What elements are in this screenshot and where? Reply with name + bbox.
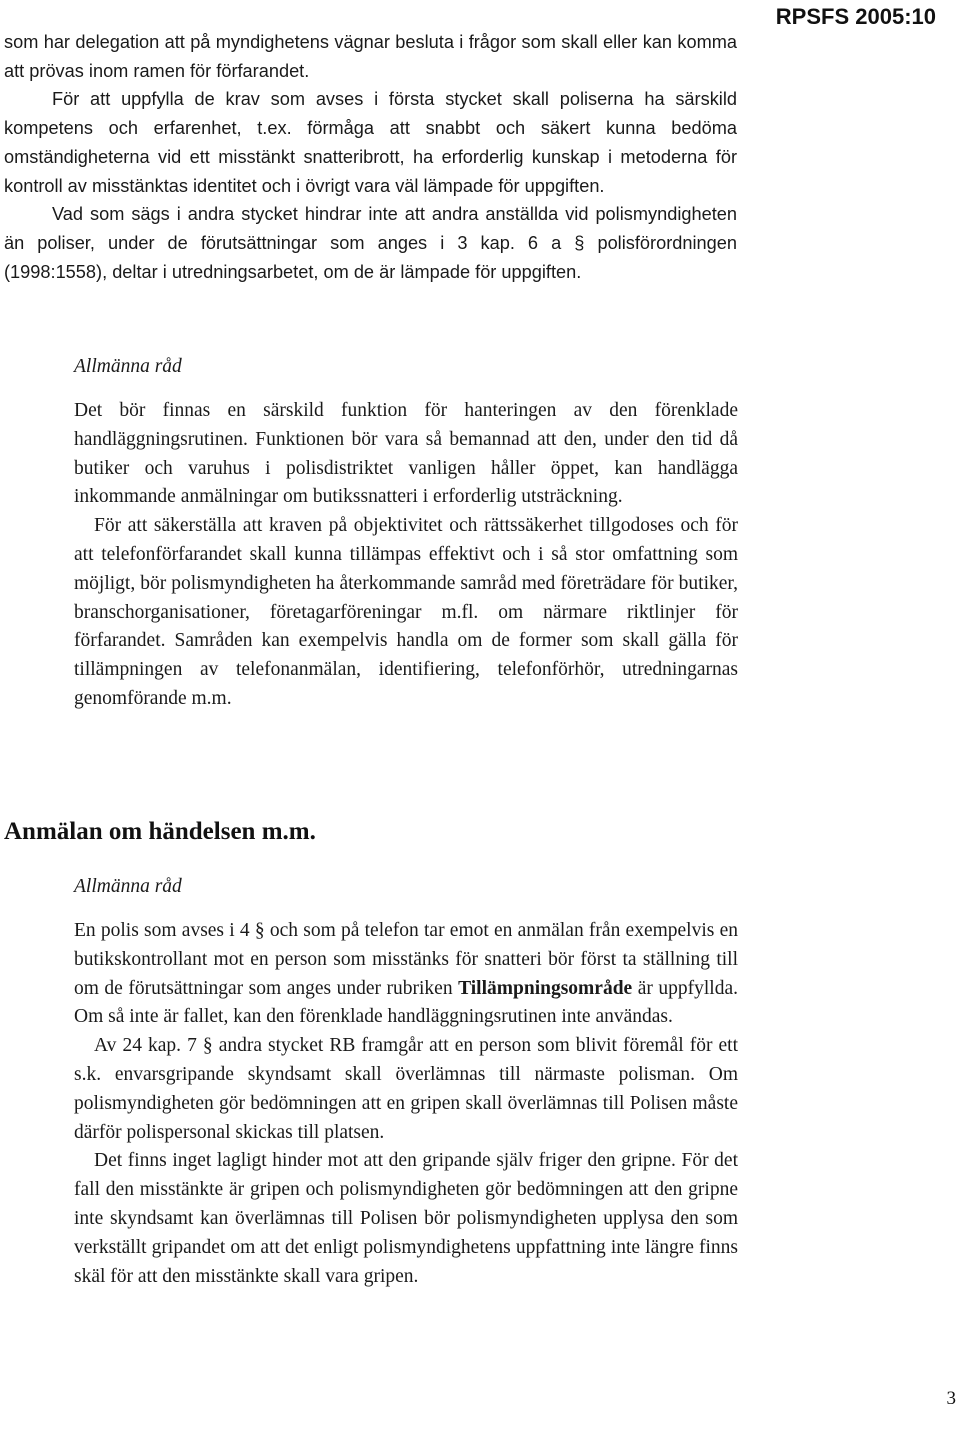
page-number: 3: [946, 1388, 956, 1409]
advice2-p1-start: En polis som avses i 4 § och som på telefon tar emot en anmälan från exempelvis en butikskontrollant mot en person som misstänks för snatteri bör först ta ställning till om de förutsättningar som anges under rubriken: [74, 920, 738, 999]
general-advice-section-2: [74, 917, 738, 1291]
general-advice-heading-1: Allmänna råd: [74, 356, 182, 377]
advice2-paragraph-1: [74, 917, 738, 1032]
advice2-p1-end: är uppfyllda. Om så inte är fallet, kan den förenklade handläggningsrutinen inte användas.: [74, 977, 738, 1028]
intro-paragraph-3: Vad som sägs i andra stycket hindrar inte att andra anställda vid polismyndigheten än poliser, under de förutsättningar som anges i 3 kap. 6 a § polisförordningen (1998:1558), deltar i utredningsarbetet, om de är lämpade för uppgiften.: [4, 204, 737, 282]
advice2-paragraph-2: Av 24 kap. 7 § andra stycket RB framgår att en person som blivit föremål för ett s.k. envarsgripande skyndsamt skall överlämnas till närmaste polisman. Om polismyndigheten gör bedömningen att en gripen skall överlämnas till Polisen måste därför polispersonal skickas till platsen.: [74, 1035, 738, 1143]
section-heading: Anmälan om händelsen m.m.: [4, 818, 316, 845]
advice2-paragraph-3: Det finns inget lagligt hinder mot att den gripande själv friger den gripne. För det fall den misstänkte är gripen och polismyndigheten gör bedömningen att den gripne inte skyndsamt kan överlämnas till Polisen bör polismyndigheten upplysa den som verkställt gripandet om att det enligt polismyndighetens uppfattning inte längre finns skäl för att den misstänkte skall vara gripen.: [74, 1150, 738, 1287]
document-id-header: RPSFS 2005:10: [775, 4, 936, 29]
advice1-paragraph-1: Det bör finnas en särskild funktion för hanteringen av den förenklade handläggningsrutinen. Funktionen bör vara så bemannad att den, under den tid då butiker och varuhus i polisdistriktet vanligen håller öppet, kan handlägga inkommande anmälningar om butikssnatteri i erforderlig utsträckning.: [74, 400, 738, 508]
general-advice-heading-2: Allmänna råd: [74, 876, 182, 897]
intro-paragraph-1: som har delegation att på myndighetens vägnar besluta i frågor som skall eller kan komma att prövas inom ramen för förfarandet.: [4, 32, 737, 81]
tillampningsomrade-term: Tillämpningsområde: [458, 977, 633, 999]
intro-section: [4, 28, 737, 286]
intro-paragraph-2: För att uppfylla de krav som avses i första stycket skall poliserna ha särskild kompetens och erfarenhet, t.ex. förmåga att snabbt och säkert kunna bedöma omständigheterna vid ett misstänkt snatteribrott, ha erforderlig kunskap i metoderna för kontroll av misstänktas identitet och i övrigt vara väl lämpade för uppgiften.: [4, 89, 737, 196]
advice1-paragraph-2: För att säkerställa att kraven på objektivitet och rättssäkerhet tillgodoses och för att telefonförfarandet skall kunna tillämpas effektivt och i så stor omfattning som möjligt, bör polismyndigheten ha återkommande samråd med företrädare för butiker, branschorganisationer, företagarföreningar m.fl. om närmare riktlinjer för förfarandet. Samråden kan exempelvis handla om de former som skall gälla för tillämpningen av telefonanmälan, identifiering, telefonförhör, utredningarnas genomförande m.m.: [74, 515, 738, 709]
general-advice-section-1: [74, 397, 738, 714]
